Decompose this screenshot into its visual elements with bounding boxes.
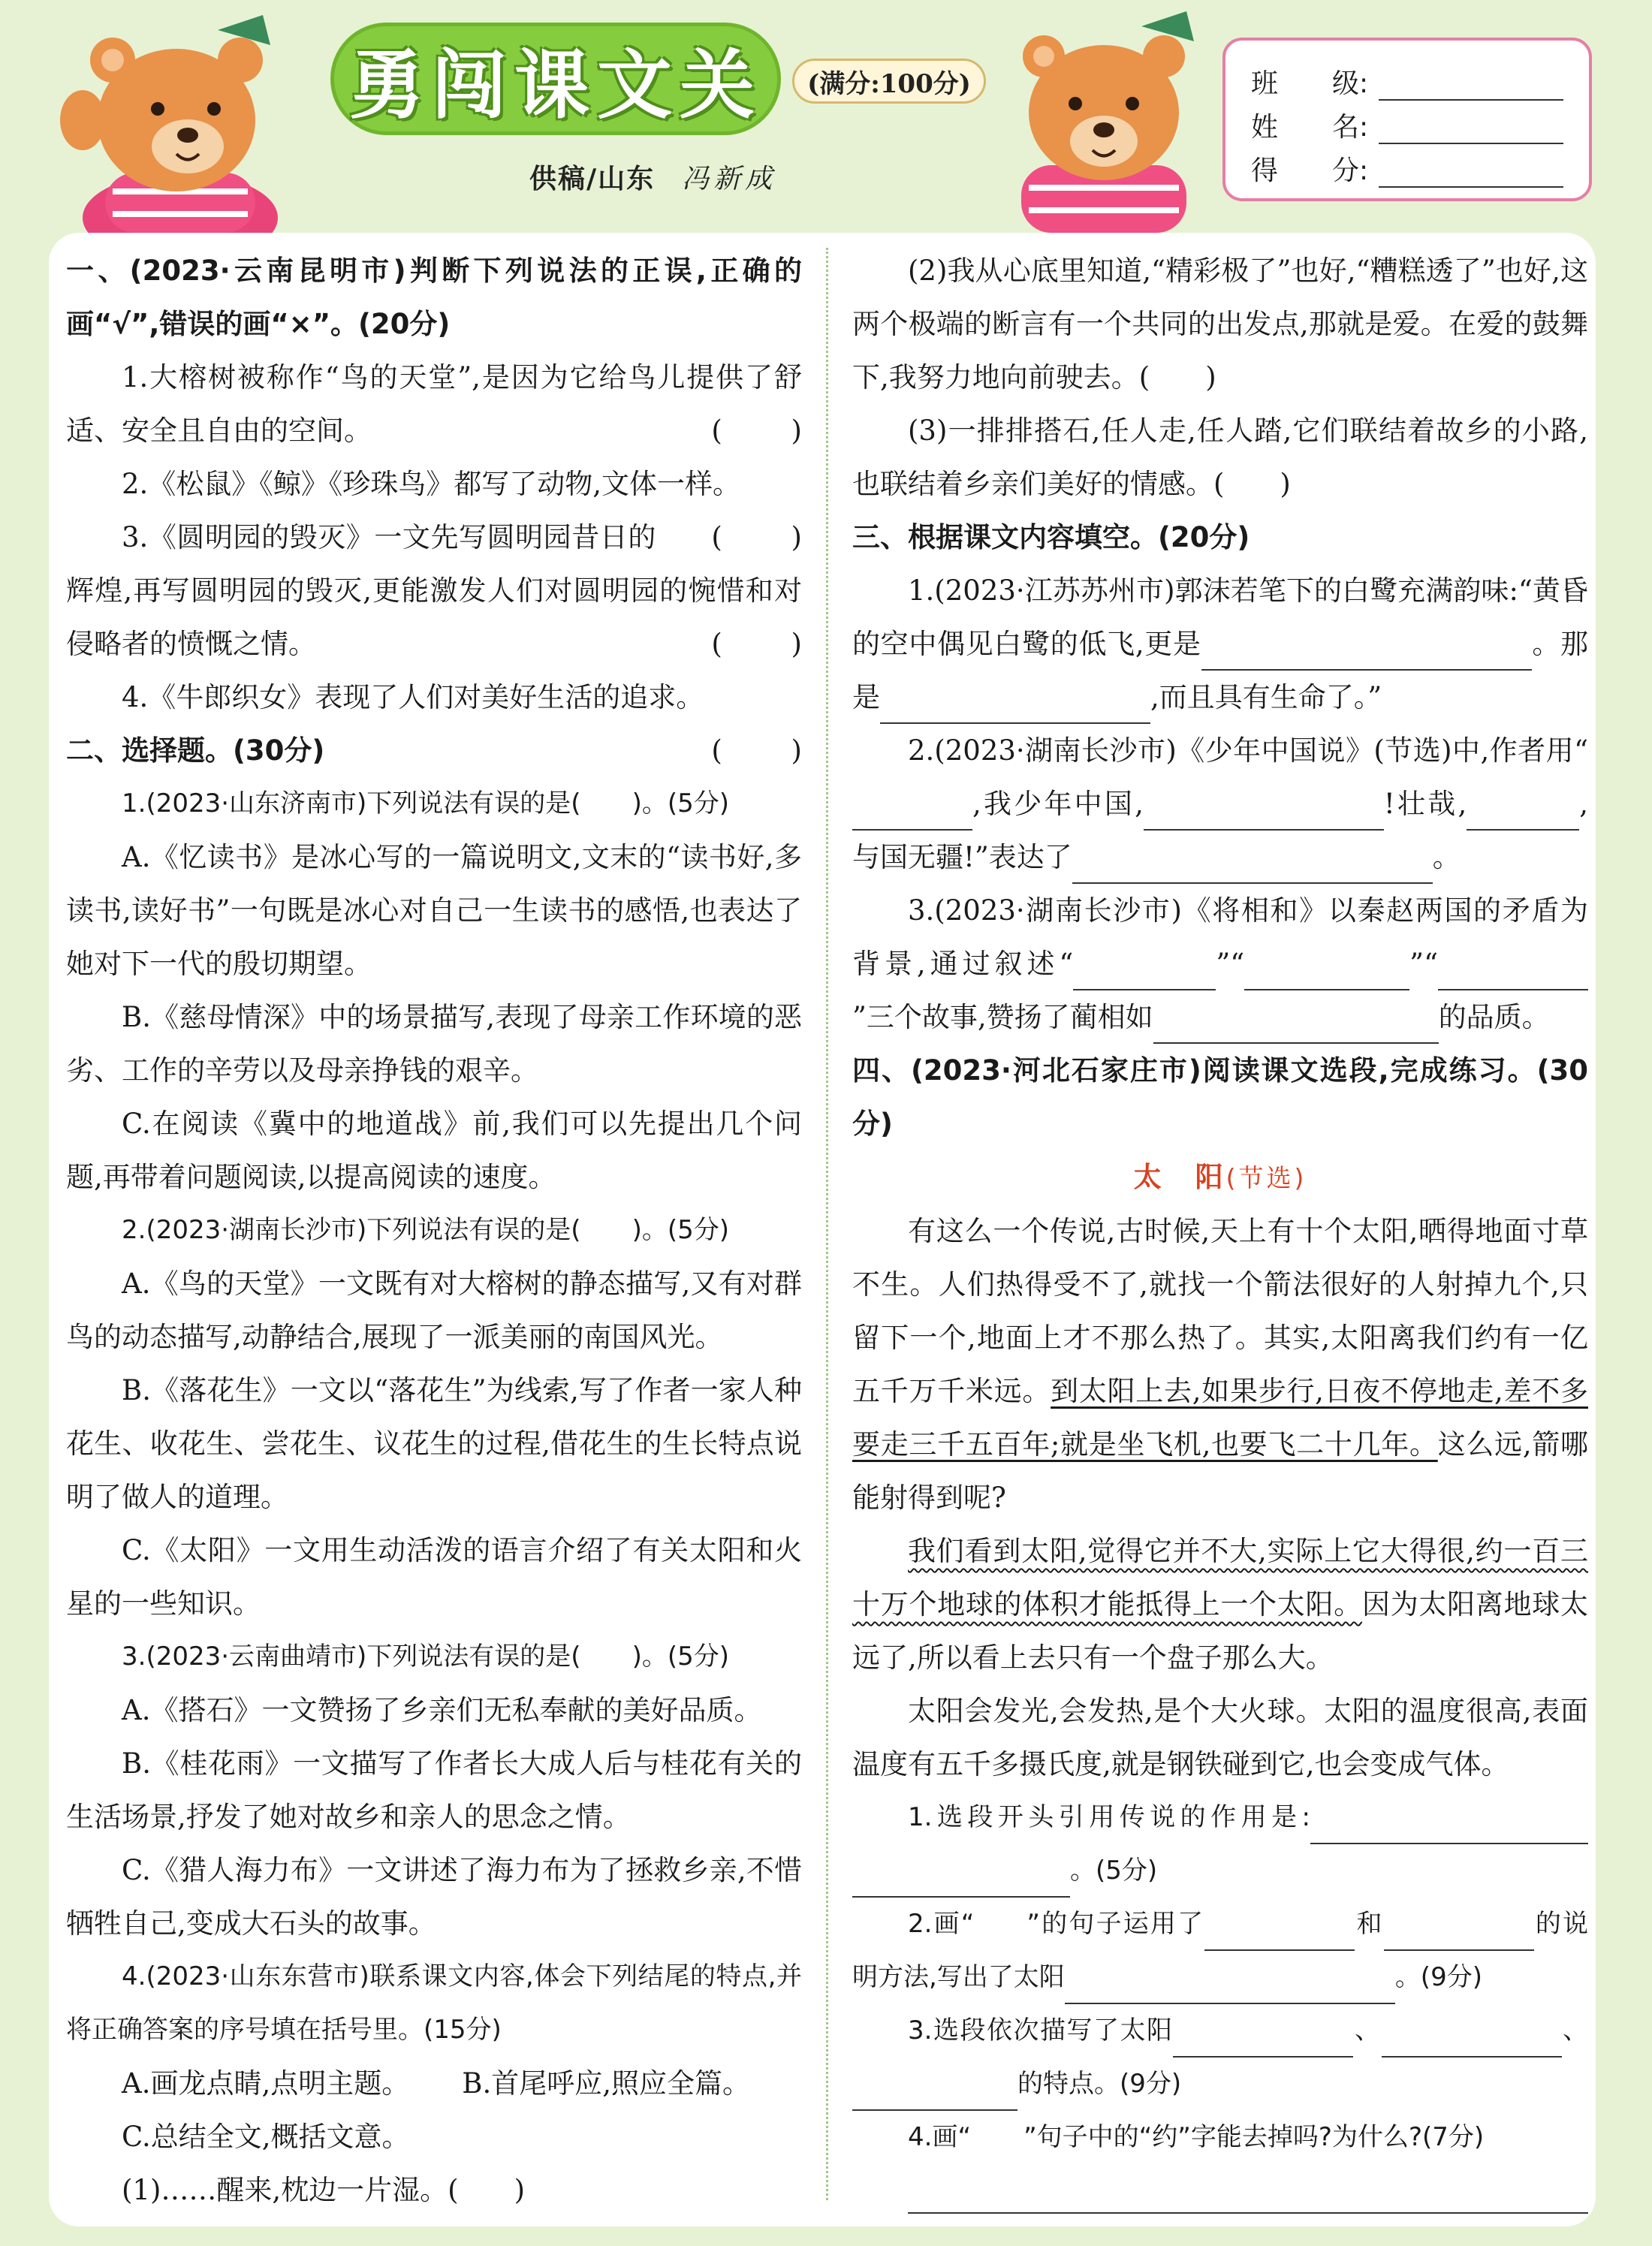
name-row <box>1251 101 1563 144</box>
s1-q3-text: 3.《圆明园的毁灭》一文先写圆明园昔日的辉煌,再写圆明园的毁灭,更能激发人们对圆明园的惋惜和对侵略者的愤慨之情。 <box>66 521 802 660</box>
s3-question-2 <box>852 724 1588 884</box>
bear-mascot-right-icon <box>991 8 1216 233</box>
s2-q4-item-3: (3)一排排搭石,任人走,任人踏,它们联结着故乡的小路,也联结着乡亲们美好的情感。( ) <box>852 415 1588 500</box>
pq4-answer-line-1[interactable] <box>908 2175 1588 2214</box>
passage-question-2 <box>852 1898 1588 2004</box>
s3-q2-text-b: “ <box>1574 734 1588 767</box>
s1-question-1 <box>66 351 832 457</box>
s1-q2-text: 2.《松鼠》《鲸》《珍珠鸟》都写了动物,文体一样。 <box>122 468 741 500</box>
s1-question-2 <box>66 457 832 553</box>
pq2-text-c: 和 <box>1355 1909 1384 1939</box>
s3-q2-text-c: ,我少年中国, <box>972 788 1144 820</box>
s2-q2-option-c: C.《太阳》一文用生动活泼的语言介绍了有关太阳和火星的一些知识。 <box>66 1534 802 1620</box>
page-title: 勇闯课文关 <box>330 23 781 135</box>
s1-q3-answer[interactable]: ( ) <box>711 628 832 660</box>
s3-q2-blank-1[interactable] <box>852 793 972 831</box>
pq1-blank-2[interactable] <box>852 1860 1070 1898</box>
section-2-heading: 二、选择题。(30分) <box>66 734 325 767</box>
credit-name: 冯新成 <box>682 164 777 194</box>
s2-q4-options-ab <box>66 2057 802 2110</box>
s3-q3-text-b: ”“ <box>1216 948 1245 980</box>
para2-text-b: 因为太阳离地球太远了,所以看上去只有一个盘子那么大。 <box>852 1588 1589 1674</box>
s2-q3-option-a: A.《搭石》一文赞扬了乡亲们无私奉献的美好品质。 <box>122 1694 762 1726</box>
s3-q2-blank-3[interactable] <box>1467 793 1579 831</box>
s1-q1-answer[interactable]: ( ) <box>711 415 832 447</box>
s3-q3-blank-2[interactable] <box>1244 953 1409 990</box>
class-row <box>1251 57 1563 101</box>
passage-title <box>852 1150 1588 1204</box>
s2-q4-option-c: C.总结全文,概括文意。 <box>122 2121 410 2153</box>
pq3-text-b: 、 <box>1353 2015 1382 2046</box>
s2-q3-option-b: B.《桂花雨》一文描写了作者长大成人后与桂花有关的生活场景,抒发了她对故乡和亲人的思念之情。 <box>66 1747 802 1833</box>
s3-q3-blank-4[interactable] <box>1153 1006 1439 1044</box>
s3-q2-text-d: !壮哉, <box>1383 788 1467 820</box>
s1-q4-text: 4.《牛郎织女》表现了人们对美好生活的追求。 <box>122 681 704 713</box>
para2-wavy-sentence: 我们看到太阳,觉得它并不大,实际上它大得很,约一百三十万个地球的体积才能抵得上一个太阳。 <box>852 1535 1588 1620</box>
right-column <box>852 244 1588 2246</box>
para1-text-c: 这么远,箭哪能射得到呢? <box>852 1428 1588 1514</box>
credit-label: 供稿/山东 <box>529 164 656 194</box>
s3-q1-blank-2[interactable] <box>880 686 1150 724</box>
s2-question-1: 1.(2023·山东济南市)下列说法有误的是( )。(5分) <box>122 788 729 819</box>
s2-q1-option-c: C.在阅读《冀中的地道战》前,我们可以先提出几个问题,再带着问题阅读,以提高阅读的速度。 <box>66 1108 802 1193</box>
s2-question-2: 2.(2023·湖南长沙市)下列说法有误的是( )。(5分) <box>122 1215 729 1245</box>
s3-q3-text-c: ”“ <box>1409 948 1438 980</box>
passage-paragraph-1 <box>852 1204 1588 1524</box>
s2-q1-option-b: B.《慈母情深》中的场景描写,表现了母亲工作环境的恶劣、工作的辛劳以及母亲挣钱的艰辛。 <box>66 1001 802 1087</box>
pq1-text-a: 1.选段开头引用传说的作用是: <box>908 1802 1310 1832</box>
passage-paragraph-2 <box>852 1524 1588 1684</box>
passage-question-1 <box>852 1791 1588 1898</box>
s3-q2-text-a: 2.(2023·湖南长沙市)《少年中国说》(节选)中,作者用 <box>908 734 1575 767</box>
score-row <box>1251 144 1563 188</box>
s3-q3-blank-3[interactable] <box>1438 953 1588 990</box>
pq2-text-e: 。(9分) <box>1394 1962 1482 1992</box>
s2-q4-item-1: (1)……醒来,枕边一片湿。( ) <box>122 2174 526 2206</box>
section-1-heading: 一、(2023·云南昆明市)判断下列说法的正误,正确的画“√”,错误的画“×”。(20分) <box>66 255 802 340</box>
pq2-blank-1[interactable] <box>1204 1913 1355 1951</box>
class-field[interactable] <box>1379 71 1563 101</box>
s1-q1-text: 1.大榕树被称作“鸟的天堂”,是因为它给鸟儿提供了舒适、安全且自由的空间。 <box>66 361 802 447</box>
s2-q3-option-c: C.《猎人海力布》一文讲述了海力布为了拯救乡亲,不惜牺牲自己,变成大石头的故事。 <box>66 1854 802 1940</box>
passage-question-3 <box>852 2004 1588 2111</box>
name-field[interactable] <box>1379 114 1563 144</box>
full-score-badge: (满分:100分) <box>792 59 986 104</box>
score-label: 得 分: <box>1251 155 1369 186</box>
s2-q1-option-a: A.《忆读书》是冰心写的一篇说明文,文末的“读书好,多读书,读好书”一句既是冰心对自己一生读书的感悟,也表达了她对下一代的殷切期望。 <box>66 841 802 980</box>
para1-underlined-sentence: 到太阳上去,如果步行,日夜不停地走,差不多要走三千五百年;就是坐飞机,也要飞二十几年。 <box>852 1375 1588 1461</box>
pq3-blank-3[interactable] <box>852 2073 1017 2111</box>
passage-title-sub: (节选) <box>1225 1163 1307 1192</box>
pq4-text-b: ”句子中的“约”字能去掉吗?为什么?(7分) <box>1023 2122 1485 2152</box>
para1-text-a: 有这么一个传说,古时候,天上有十个太阳,晒得地面寸草不生。人们热得受不了,就找一个箭法很好的人射掉九个,只留下一个,地面上才不那么热了。其实,太阳离我们约有一亿五千万千米远。 <box>852 1215 1588 1407</box>
s3-q3-text-e: 的品质。 <box>1438 1001 1550 1033</box>
s3-q2-text-f: 。 <box>1432 841 1461 873</box>
pq3-blank-2[interactable] <box>1382 2020 1562 2058</box>
pq1-text-b: 。(5分) <box>1070 1856 1158 1886</box>
section-3-heading: 三、根据课文内容填空。(20分) <box>852 521 1250 553</box>
pq3-text-c: 、 <box>1561 2015 1589 2046</box>
score-field[interactable] <box>1379 158 1563 188</box>
section-4-heading: 四、(2023·河北石家庄市)阅读课文选段,完成练习。(30分) <box>852 1054 1588 1140</box>
passage-question-4 <box>852 2111 1588 2164</box>
pq3-text-d: 的特点。(9分) <box>1017 2069 1182 2099</box>
passage-paragraph-3: 太阳会发光,会发热,是个大火球。太阳的温度很高,表面温度有五千多摄氏度,就是钢铁碰到它,也会变成气体。 <box>852 1695 1588 1780</box>
s2-question-3: 3.(2023·云南曲靖市)下列说法有误的是( )。(5分) <box>122 1642 729 1672</box>
s3-q3-blank-1[interactable] <box>1073 953 1216 990</box>
s1-q2-answer[interactable]: ( ) <box>711 521 832 553</box>
pq2-text-d: 的说明方法,写出了太阳 <box>852 1909 1588 1992</box>
name-label: 姓 名: <box>1251 112 1369 143</box>
s3-q1-text-c: ,而且具有生命了。” <box>1150 681 1382 713</box>
s3-q2-text-e: ,与国无疆!”表达了 <box>852 788 1588 873</box>
student-info-box <box>1222 38 1592 201</box>
pq2-blank-3[interactable] <box>1065 1967 1395 2004</box>
s2-q2-option-b: B.《落花生》一文以“落花生”为线索,写了作者一家人种花生、收花生、尝花生、议花生的过程,借花生的生长特点说明了做人的道理。 <box>66 1374 802 1513</box>
s2-q4-option-a: A.画龙点睛,点明主题。 <box>122 2067 410 2100</box>
s2-question-4: 4.(2023·山东东营市)联系课文内容,体会下列结尾的特点,并将正确答案的序号填在括号里。(15分) <box>66 1961 802 2045</box>
s3-q1-text-b: 。那是 <box>852 628 1589 713</box>
s1-q4-answer[interactable]: ( ) <box>711 734 832 767</box>
pq4-text-a: 4.画“ <box>908 2122 972 2152</box>
s3-question-1 <box>852 564 1588 724</box>
left-column <box>66 244 832 2217</box>
pq1-blank-1[interactable] <box>1310 1807 1588 1844</box>
pq2-text-b: ”的句子运用了 <box>1026 1909 1205 1939</box>
s3-q1-blank-1[interactable] <box>1201 633 1532 671</box>
pq4-answer-line-2[interactable] <box>852 2229 1588 2246</box>
pq2-text-a: 2.画“ <box>908 1909 975 1939</box>
pq3-blank-1[interactable] <box>1173 2020 1353 2058</box>
pq3-text-a: 3.选段依次描写了太阳 <box>908 2015 1174 2046</box>
pq2-blank-2[interactable] <box>1384 1913 1534 1951</box>
s2-q4-item-2: (2)我从心底里知道,“精彩极了”也好,“糟糕透了”也好,这两个极端的断言有一个共同的出发点,那就是爱。在爱的鼓舞下,我努力地向前驶去。( ) <box>852 255 1588 393</box>
s2-q2-option-a: A.《鸟的天堂》一文既有对大榕树的静态描写,又有对群鸟的动态描写,动静结合,展现了一派美丽的南国风光。 <box>66 1268 802 1353</box>
s3-q3-text-d: ”三个故事,赞扬了蔺相如 <box>852 1001 1153 1033</box>
s3-q2-blank-2[interactable] <box>1144 793 1384 831</box>
class-label: 班 级: <box>1251 68 1369 99</box>
s3-q2-blank-4[interactable] <box>1072 846 1433 884</box>
s3-q3-text-a: 3.(2023·湖南长沙市)《将相和》以秦赵两国的矛盾为背景,通过叙述“ <box>852 894 1588 980</box>
s3-q1-text-a: 1.(2023·江苏苏州市)郭沫若笔下的白鹭充满韵味:“黄昏的空中偶见白鹭的低飞,更是 <box>852 574 1588 660</box>
page-header <box>0 0 1652 240</box>
s3-question-3 <box>852 884 1588 1044</box>
bear-mascot-left-icon <box>45 8 315 233</box>
s2-q4-option-b: B.首尾呼应,照应全篇。 <box>462 2067 750 2100</box>
passage-title-main: 太 阳 <box>1133 1161 1226 1193</box>
credit-line <box>529 158 776 196</box>
